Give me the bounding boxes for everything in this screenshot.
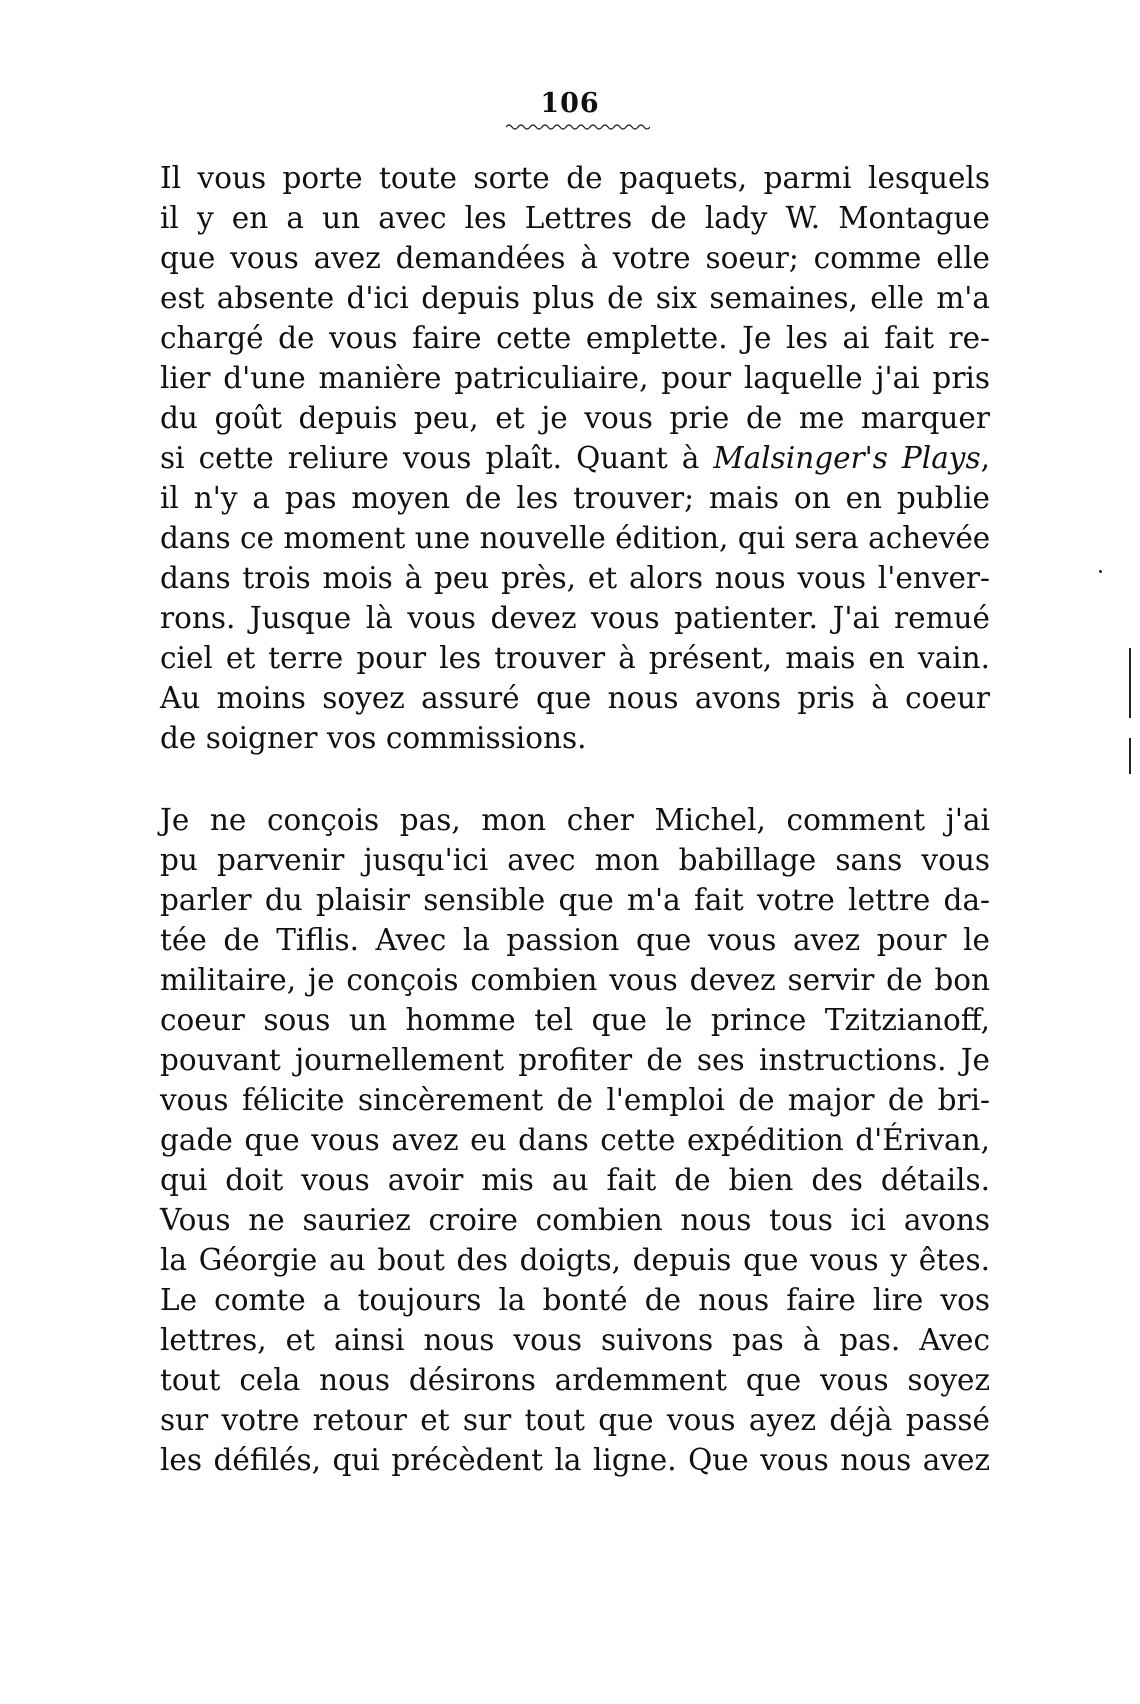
text-line: lier d'une manière patriculiaire, pour laquelle j'ai pris — [160, 361, 990, 395]
text-line: Il vous porte toute sorte de paquets, parmi lesquels — [160, 161, 990, 195]
page-number: 106 — [540, 88, 600, 119]
text-line: sur votre retour et sur tout que vous ayez déjà passé — [160, 1403, 990, 1437]
text-line: rons. Jusque là vous devez vous patienter. J'ai remué — [160, 601, 990, 635]
italic-title: Malsinger's Plays — [713, 441, 981, 475]
text-line-with-title — [160, 438, 990, 478]
text-line: lettres, et ainsi nous vous suivons pas à pas. Avec — [160, 1323, 990, 1357]
text-line: du goût depuis peu, et je vous prie de me marquer — [160, 401, 990, 435]
margin-scan-edge — [1129, 738, 1131, 774]
text-line: pouvant journellement profiter de ses instructions. Je — [160, 1043, 990, 1077]
text-line: gade que vous avez eu dans cette expédition d'Érivan, — [160, 1123, 990, 1157]
margin-scan-edge — [1129, 648, 1131, 718]
text-segment: si cette reliure vous plaît. Quant à — [160, 441, 714, 475]
text-line: de soigner vos commissions. — [160, 721, 587, 755]
text-line: Au moins soyez assuré que nous avons pris à coeur — [160, 681, 990, 715]
text-line: il n'y a pas moyen de les trouver; mais on en publie — [160, 481, 990, 515]
text-line: il y en a un avec les Lettres de lady W. Montague — [160, 201, 990, 235]
text-line: Je ne conçois pas, mon cher Michel, comment j'ai — [160, 803, 990, 837]
text-line: ciel et terre pour les trouver à présent, mais en vain. — [160, 641, 990, 675]
text-line: pu parvenir jusqu'ici avec mon babillage sans vous — [160, 843, 990, 877]
text-line: vous félicite sincèrement de l'emploi de major de bri- — [160, 1083, 990, 1117]
text-line: que vous avez demandées à votre soeur; comme elle — [160, 241, 990, 275]
page-number-ornament — [506, 122, 650, 132]
text-line: parler du plaisir sensible que m'a fait votre lettre da- — [160, 883, 990, 917]
text-line: les défilés, qui précèdent la ligne. Que vous nous avez — [160, 1443, 990, 1477]
text-line: Le comte a toujours la bonté de nous faire lire vos — [160, 1283, 990, 1317]
text-line: chargé de vous faire cette emplette. Je les ai fait re- — [160, 321, 990, 355]
text-line: dans trois mois à peu près, et alors nous vous l'enver- — [160, 561, 990, 595]
text-line: tée de Tiflis. Avec la passion que vous avez pour le — [160, 923, 990, 957]
text-line: coeur sous un homme tel que le prince Tzitzianoff, — [160, 1003, 990, 1037]
text-line: est absente d'ici depuis plus de six semaines, elle m'a — [160, 281, 990, 315]
text-line: qui doit vous avoir mis au fait de bien des détails. — [160, 1163, 990, 1197]
paragraph-1 — [160, 158, 990, 758]
text-line: militaire, je conçois combien vous devez servir de bon — [160, 963, 990, 997]
margin-speck — [1099, 570, 1102, 573]
text-line: la Géorgie au bout des doigts, depuis que vous y êtes. — [160, 1243, 990, 1277]
text-segment: , — [980, 441, 990, 475]
text-line: dans ce moment une nouvelle édition, qui sera achevée — [160, 521, 991, 555]
text-line: tout cela nous désirons ardemment que vous soyez — [160, 1363, 990, 1397]
text-line: Vous ne sauriez croire combien nous tous ici avons — [160, 1203, 990, 1237]
paragraph-2 — [160, 800, 990, 1480]
